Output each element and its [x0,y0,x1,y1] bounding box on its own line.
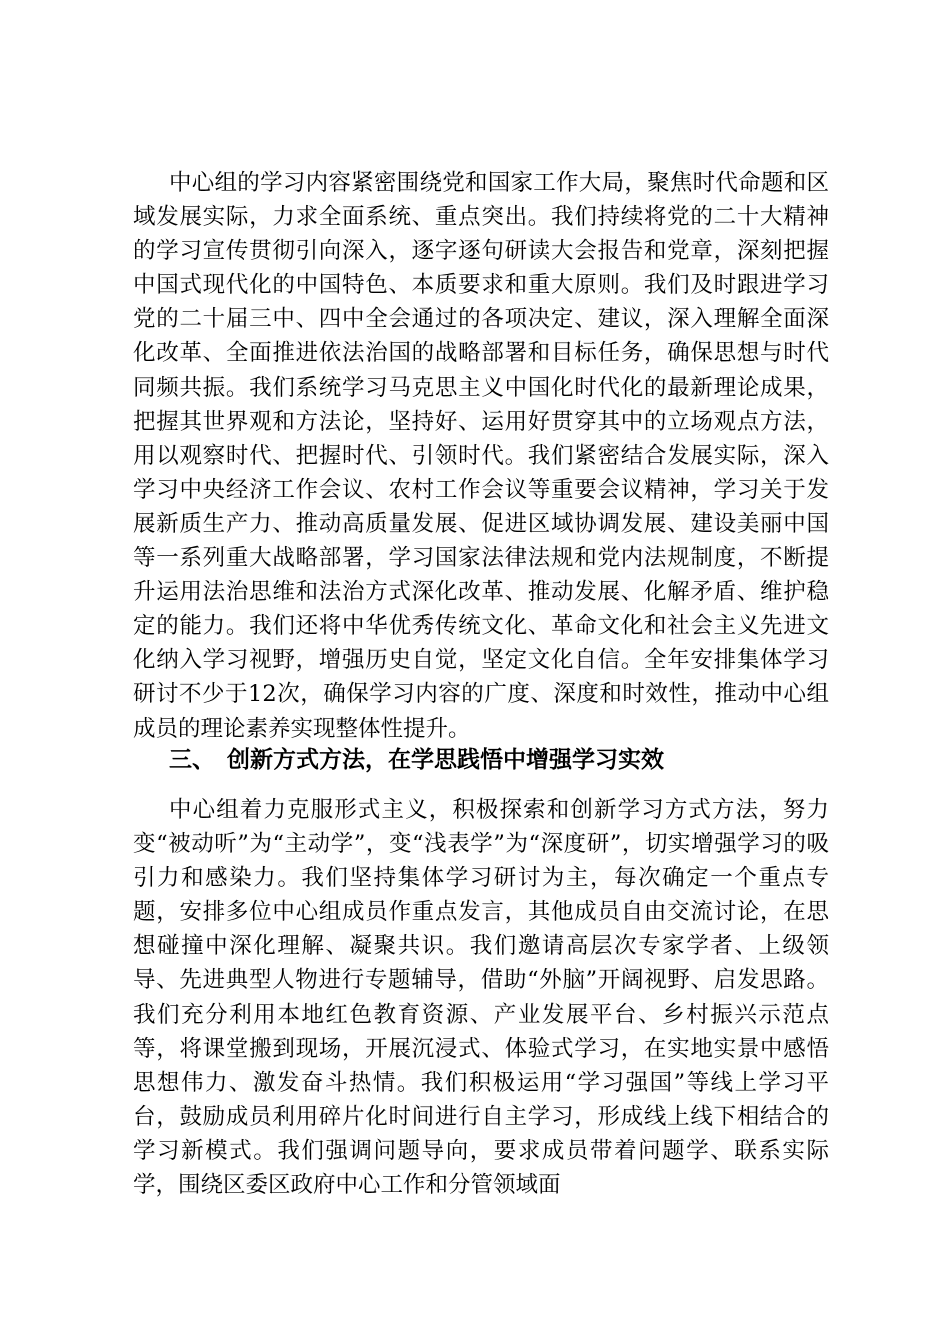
section-heading-number: 三、 [169,747,215,773]
body-paragraph-learning-content: 中心组的学习内容紧密围绕党和国家工作大局，聚焦时代命题和区域发展实际，力求全面系统、重点突出。我们持续将党的二十大精神的学习宣传贯彻引向深入，逐字逐句研读大会报告和党章，深刻把握中国式现代化的中国特色、本质要求和重大原则。我们及时跟进学习党的二十届三中、四中全会通过的各项决定、建议，深入理解全面深化改革、全面推进依法治国的战略部署和目标任务，确保思想与时代同频共振。我们系统学习马克思主义中国化时代化的最新理论成果，把握其世界观和方法论，坚持好、运用好贯穿其中的立场观点方法，用以观察时代、把握时代、引领时代。我们紧密结合发展实际，深入学习中央经济工作会议、农村工作会议等重要会议精神，学习关于发展新质生产力、推动高质量发展、促进区域协调发展、建设美丽中国等一系列重大战略部署，学习国家法律法规和党内法规制度，不断提升运用法治思维和法治方式深化改革、推动发展、化解矛盾、维护稳定的能力。我们还将中华优秀传统文化、革命文化和社会主义先进文化纳入学习视野，增强历史自觉，坚定文化自信。全年安排集体学习研讨不少于12次，确保学习内容的广度、深度和时效性，推动中心组成员的理论素养实现整体性提升。 [133,170,829,742]
section-heading [169,743,664,777]
section-heading-text: 创新方式方法，在学思践悟中增强学习实效 [227,747,664,773]
body-paragraph-learning-methods: 中心组着力克服形式主义，积极探索和创新学习方式方法，努力变“被动听”为“主动学”，变“浅表学”为“深度研”，切实增强学习的吸引力和感染力。我们坚持集体学习研讨为主，每次确定一个重点专题，安排多位中心组成员作重点发言，其他成员自由交流讨论，在思想碰撞中深化理解、凝聚共识。我们邀请高层次专家学者、上级领导、先进典型人物进行专题辅导，借助“外脑”开阔视野、启发思路。我们充分利用本地红色教育资源、产业发展平台、乡村振兴示范点等，将课堂搬到现场，开展沉浸式、体验式学习，在实地实景中感悟思想伟力、激发奋斗热情。我们积极运用“学习强国”等线上学习平台，鼓励成员利用碎片化时间进行自主学习，形成线上线下相结合的学习新模式。我们强调问题导向，要求成员带着问题学、联系实际学，围绕区委区政府中心工作和分管领域面 [133,797,829,1199]
